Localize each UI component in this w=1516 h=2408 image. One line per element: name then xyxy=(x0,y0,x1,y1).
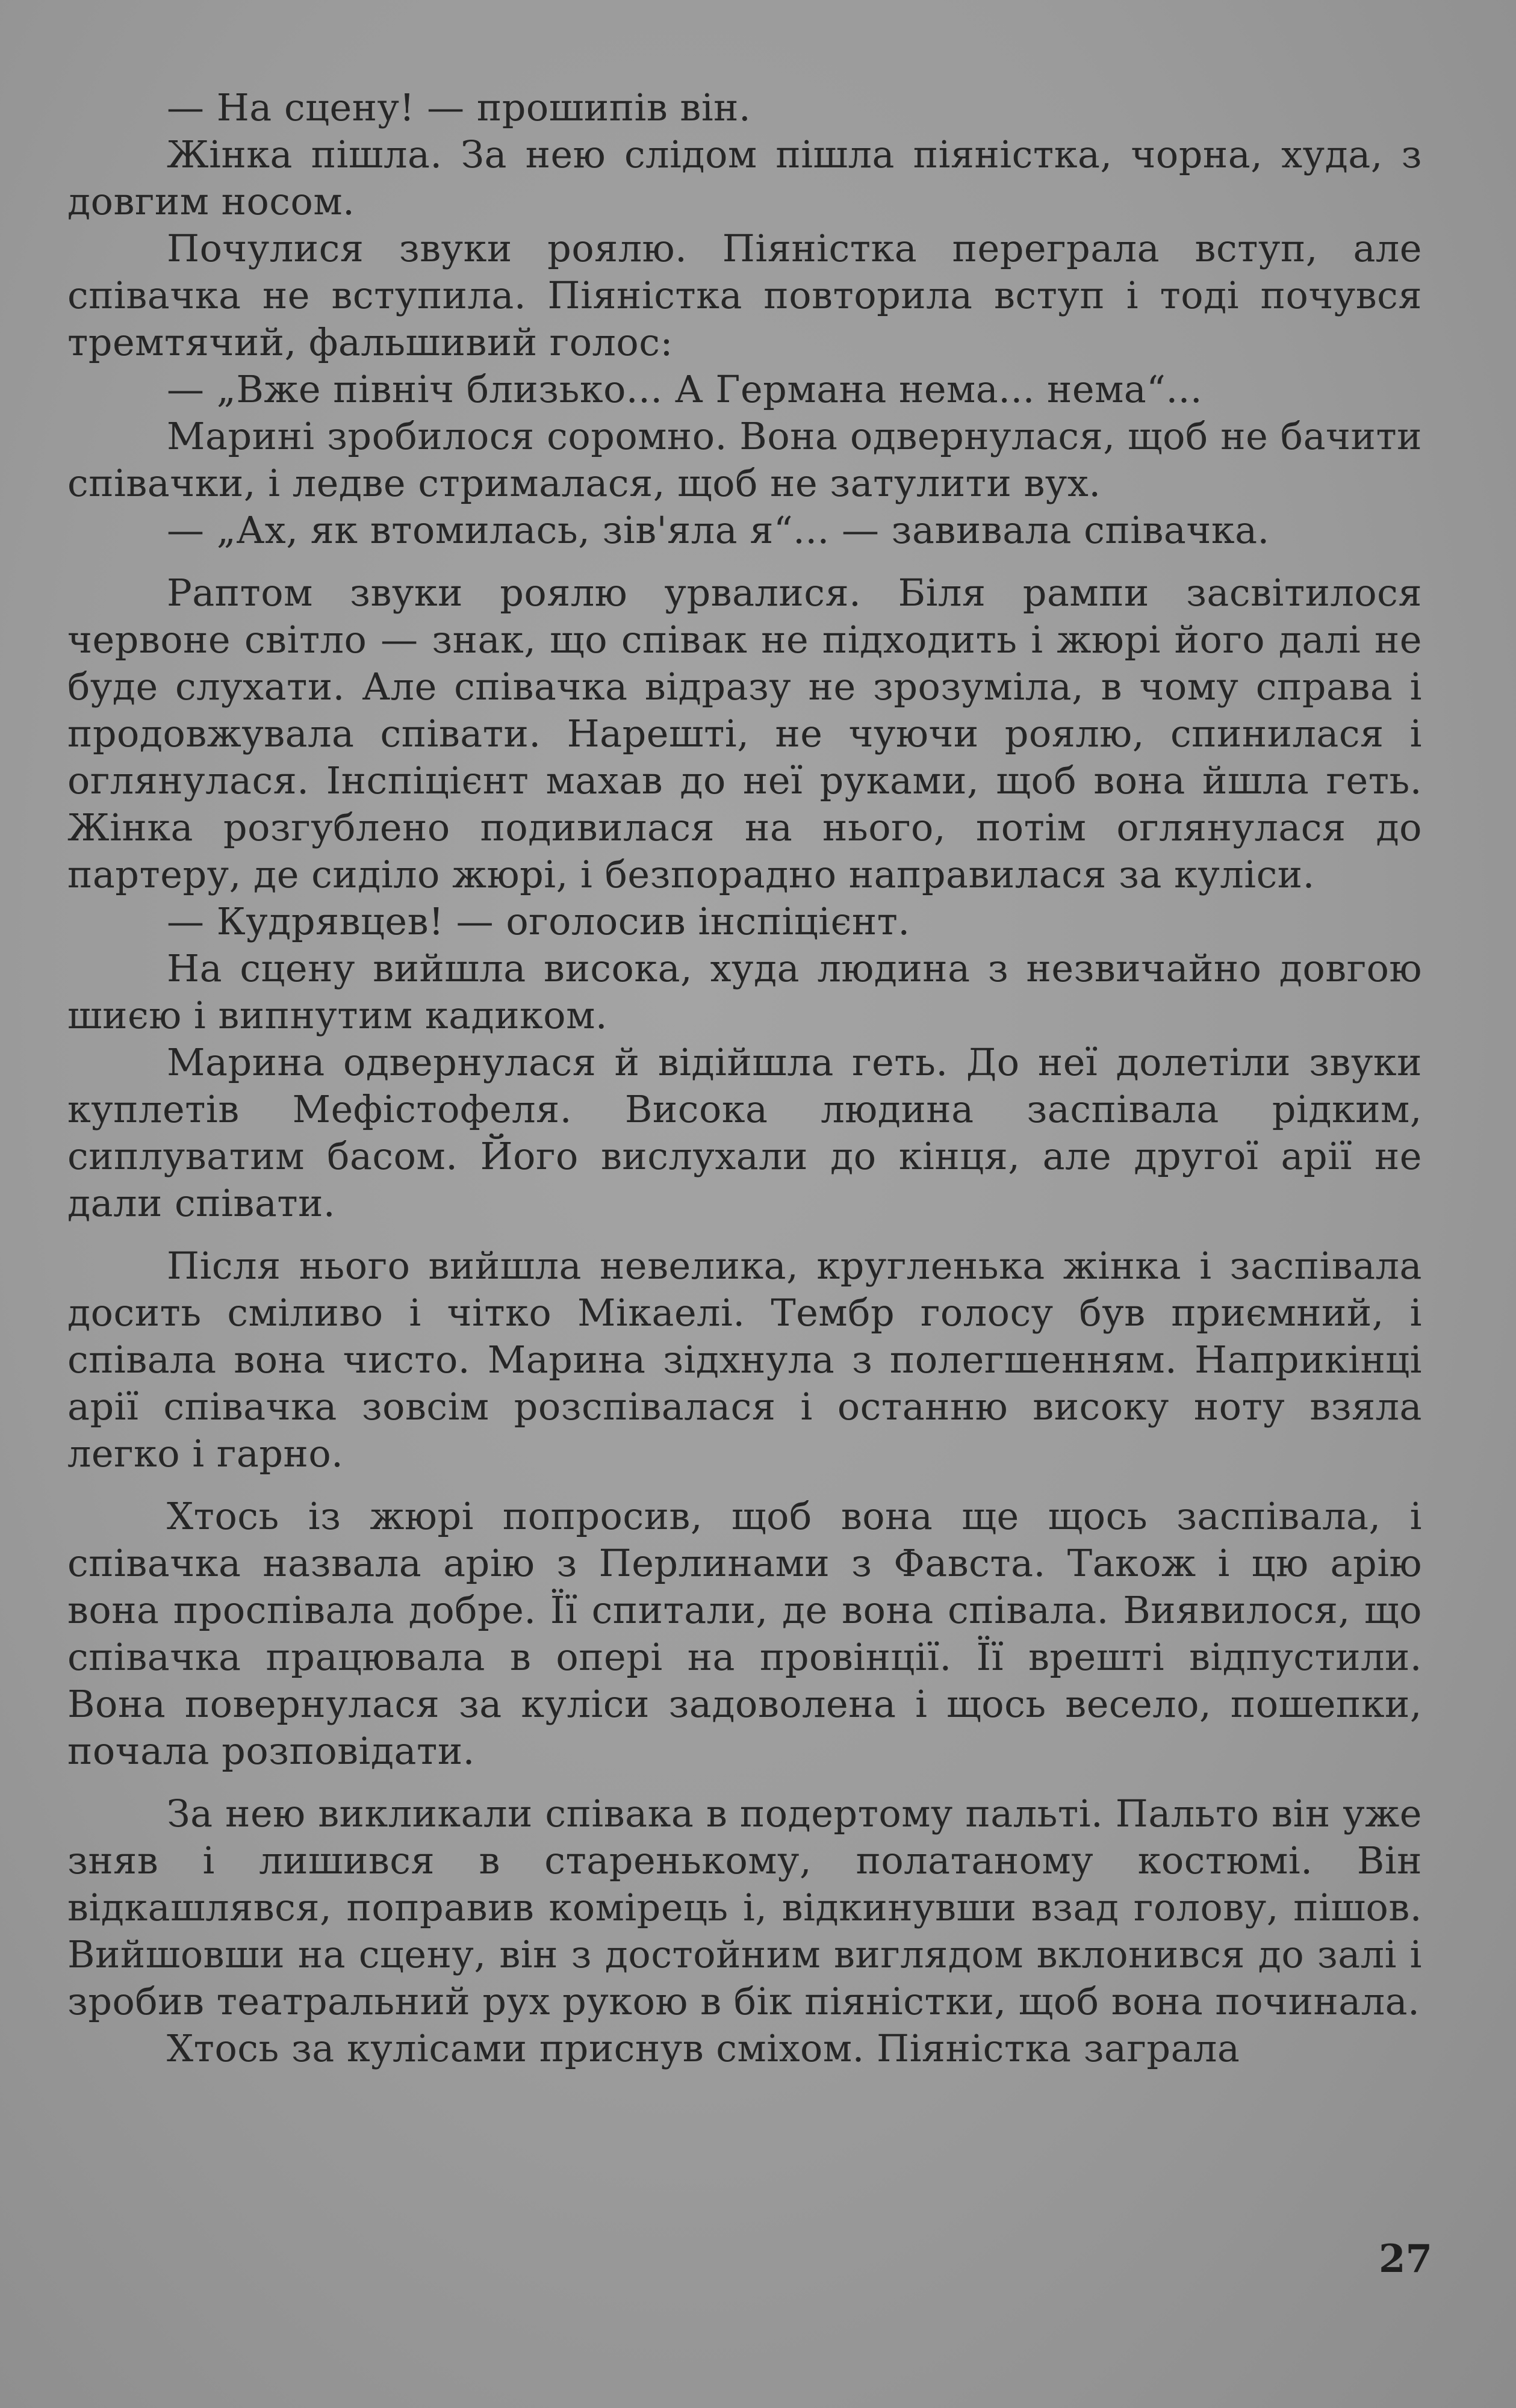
paragraph-9: На сцену вийшла висока, худа людина з незвичайно довгою шиєю і випнутим кадиком. xyxy=(67,946,1422,1037)
paragraph-10: Марина одвернулася й відійшла геть. До неї долетіли звуки куплетів Мефістофеля. Висока людина заспівала рідким, сиплуватим басом. Його вислухали до кінця, але другої арії не дали співати. xyxy=(67,1040,1422,1225)
paragraph-7: Раптом звуки роялю урвалися. Біля рампи засвітилося червоне світло — знак, що співак не підходить і жюрі його далі не буде слухати. Але співачка відразу не зрозуміла, в чому справа і продовжувала співати. Нарешті, не чуючи роялю, спинилася і оглянулася. Інспіцієнт махав до неї руками, щоб вона йшла геть. Жінка розгублено подивилася на нього, потім оглянулася до партеру, де сиділо жюрі, і безпорадно направилася за куліси. xyxy=(67,571,1422,896)
paragraph-6: — „Ах, як втомилась, зів'яла я“... — завивала співачка. xyxy=(167,508,1270,552)
page-number: 27 xyxy=(1379,2236,1433,2282)
paragraph-3: Почулися звуки роялю. Піяністка переграла вступ, але співачка не вступила. Піяністка повторила вступ і тоді почувся тремтячий, фальшивий голос: xyxy=(67,226,1422,364)
page-text xyxy=(67,84,1422,2072)
paragraph-13: За нею викликали співака в подертому пальті. Пальто він уже зняв і лишився в старенькому, полатаному костюмі. Він відкашлявся, поправив комірець і, відкинувши взад голову, пішов. Вийшовши на сцену, він з достойним виглядом вклонився до залі і зробив театральний рух рукою в бік піяністки, щоб вона починала. xyxy=(67,1792,1422,2023)
paragraph-1: — На сцену! — прошипів він. xyxy=(167,85,751,129)
paragraph-4: — „Вже північ близько... А Германа нема... нема“... xyxy=(167,367,1203,411)
paragraph-11: Після нього вийшла невелика, кругленька жінка і заспівала досить сміливо і чітко Мікаелі. Тембр голосу був приємний, і співала вона чисто. Марина зідхнула з полегшенням. Наприкінці арії співачка зовсім розспівалася і останню високу ноту взяла легко і гарно. xyxy=(67,1244,1422,1476)
paragraph-5: Марині зробилося соромно. Вона одвернулася, щоб не бачити співачки, і ледве стрималася, щоб не затулити вух. xyxy=(67,414,1422,505)
paragraph-2: Жінка пішла. За нею слідом пішла піяністка, чорна, худа, з довгим носом. xyxy=(67,132,1422,223)
paragraph-14: Хтось за кулісами приснув сміхом. Піяністка заграла xyxy=(167,2026,1240,2070)
paragraph-8: — Кудрявцев! — оголосив інспіцієнт. xyxy=(167,899,910,943)
paragraph-12: Хтось із жюрі попросив, щоб вона ще щось заспівала, і співачка назвала арію з Перлинами з Фавста. Також і цю арію вона проспівала добре. Її спитали, де вона співала. Виявилося, що співачка працювала в опері на провінції. Її врешті відпустили. Вона повернулася за куліси задоволена і щось весело, пошепки, почала розповідати. xyxy=(67,1494,1422,1773)
